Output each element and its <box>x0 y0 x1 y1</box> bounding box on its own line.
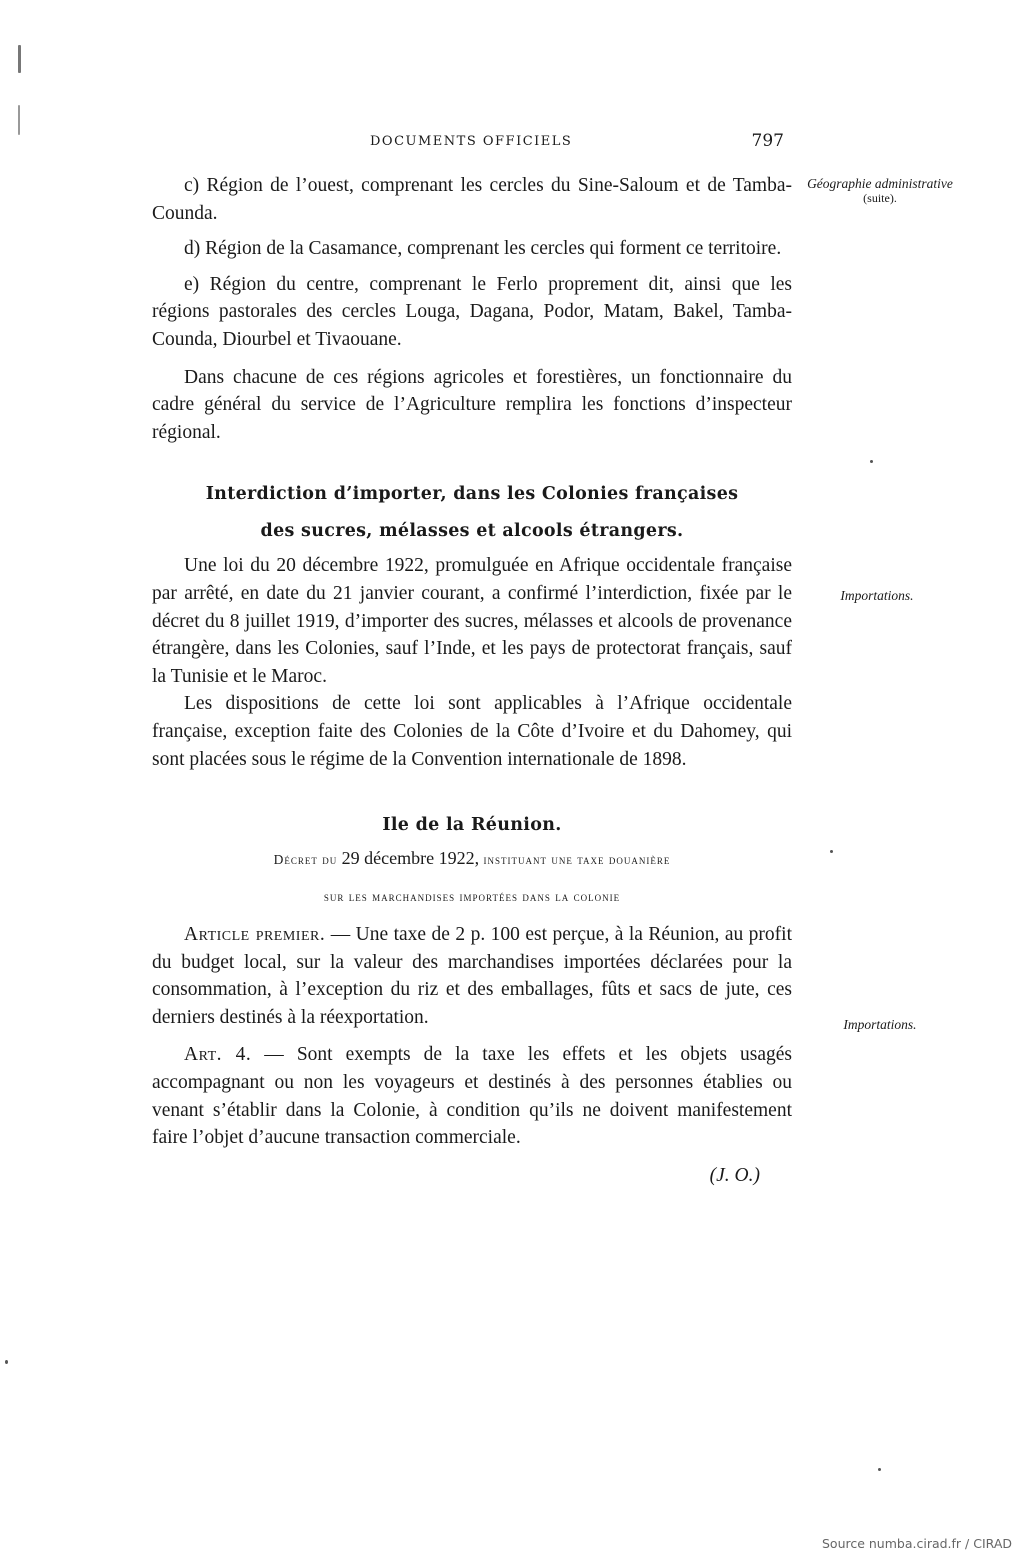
paragraph-region-casamance: d) Région de la Casamance, comprenant les cercles qui forment ce territoire. <box>184 238 782 260</box>
scan-speck <box>5 1360 8 1364</box>
scan-speck <box>18 105 20 135</box>
decree-line-2: sur les marchandises importées dans la colonie <box>323 889 621 905</box>
paragraph-region-centre: e) Région du centre, comprenant le Ferlo proprement dit, ainsi que les régions pastorales des cercles Louga, Dagana, Podor, Matam, Bakel, Tamba-Counda, Diourbel et Tivaouane. <box>152 273 792 350</box>
margin-note-importations-1: Importations. <box>840 588 914 603</box>
article-premier-label: Article premier. <box>184 924 326 946</box>
scan-speck <box>18 45 21 73</box>
margin-note-geographie-text: Géographie administrative <box>807 176 953 191</box>
article-premier-text: — Une taxe de 2 p. 100 est perçue, à la Réunion, au profit du budget local, sur la valeur des marchandises importées déclarées pour la consommation, à l’exception du riz et des emballages, fûts et sacs de jute, ces derniers destinés à la réexportation. <box>152 924 792 1028</box>
decree-date: 29 décembre 1922, <box>341 848 480 869</box>
page-number: 797 <box>751 131 784 151</box>
article-4 <box>152 1041 792 1151</box>
paragraph-region-ouest: c) Région de l’ouest, comprenant les cercles du Sine-Saloum et de Tamba-Counda. <box>152 175 792 224</box>
source-reference: (J. O.) <box>709 1164 760 1186</box>
decree-prefix: Décret du <box>273 852 338 868</box>
page-header <box>152 131 792 155</box>
section-title-interdiction <box>152 476 792 550</box>
section-title-line-1: Interdiction d’importer, dans les Colonies françaises <box>205 484 739 505</box>
decree-heading <box>152 840 792 915</box>
section-title-reunion: Ile de la Réunion. <box>382 815 562 836</box>
paragraph-inspecteur: Dans chacune de ces régions agricoles et forestières, un fonctionnaire du cadre général du service de l’Agriculture remplira les fonctions d’inspecteur régional. <box>152 366 792 443</box>
paragraph-dispositions: Les dispositions de cette loi sont applicables à l’Afrique occidentale française, exception faite des Colonies de la Côte d’Ivoire et du Dahomey, qui sont placées sous le régime de la Convention internationale de 1898. <box>152 693 792 770</box>
paragraph-loi: Une loi du 20 décembre 1922, promulguée en Afrique occidentale française par arrêté, en date du 21 janvier courant, a confirmé l’interdiction, fixée par le décret du 8 juillet 1919, d’importer des sucres, mélasses et alcools de provenance étrangère, dans les Colonies, sauf l’Inde, et les pays de protectorat français, sauf la Tunisie et le Maroc. <box>152 555 792 687</box>
decree-line-1 <box>152 840 792 878</box>
article-4-text: — Sont exempts de la taxe les effets et les objets usagés accompagnant ou non les voyageurs et destinés à des personnes établies ou venant s’établir dans la Colonie, à condition qu’ils ne doivent manifestement faire l’objet d’aucune transaction commerciale. <box>152 1044 793 1149</box>
page-body <box>152 172 792 1189</box>
scan-speck <box>878 1468 881 1471</box>
section-title-line-2: des sucres, mélasses et alcools étrangers. <box>260 521 684 542</box>
source-credit: Source numba.cirad.fr / CIRAD <box>821 1536 1012 1551</box>
scan-speck <box>870 460 873 463</box>
article-premier <box>152 921 792 1031</box>
margin-note-geographie <box>800 176 960 206</box>
decree-rest: instituant une taxe douanière <box>483 852 671 868</box>
margin-note-suite: (suite). <box>863 191 897 205</box>
article-4-label: Art. 4. <box>184 1044 252 1066</box>
margin-note-importations-2: Importations. <box>843 1017 917 1032</box>
scan-speck <box>830 850 833 853</box>
running-title: DOCUMENTS OFFICIELS <box>370 134 573 149</box>
